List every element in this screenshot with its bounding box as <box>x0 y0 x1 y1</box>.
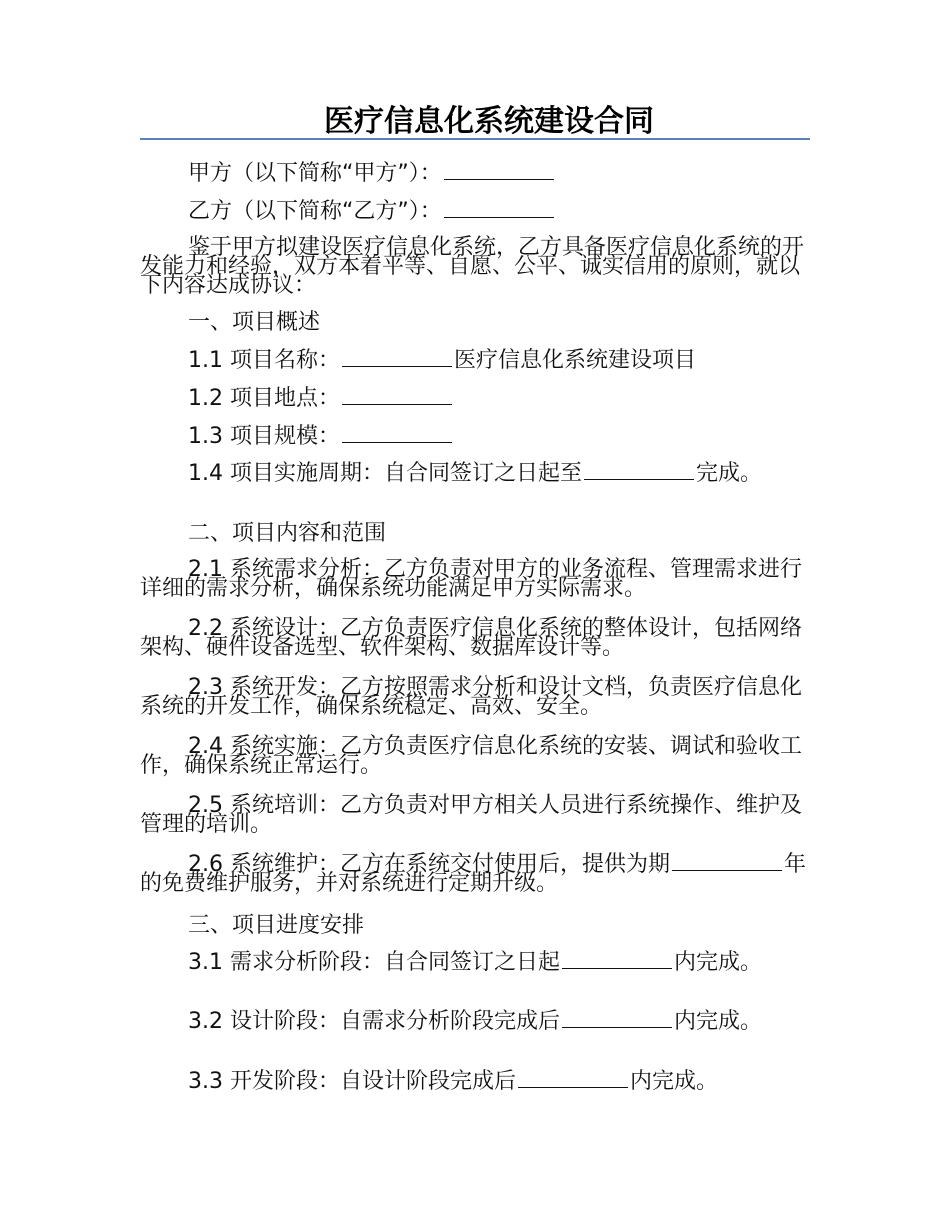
heading-section-1 <box>140 304 810 342</box>
paragraph-text: 2.5 系统培训：乙方负责对甲方相关人员进行系统操作、维护及管理的培训。 <box>140 793 802 837</box>
paragraph-suffix: 医疗信息化系统建设项目 <box>453 348 696 373</box>
fill-blank <box>444 216 554 218</box>
paragraph-text: 乙方（以下简称“乙方”）： <box>188 199 442 224</box>
paragraph-clause-2-2 <box>140 612 810 671</box>
paragraph-text: 2.6 系统维护：乙方在系统交付使用后，提供为期 <box>188 852 670 877</box>
paragraph-party-a <box>140 155 810 193</box>
heading-section-3 <box>140 907 810 945</box>
fill-blank <box>342 441 452 443</box>
paragraph-text: 1.3 项目规模： <box>188 424 340 449</box>
paragraph-clause-1-2 <box>140 380 810 418</box>
paragraph-text: 2.3 系统开发：乙方按照需求分析和设计文档，负责医疗信息化系统的开发工作，确保系统稳定、高效、安全。 <box>140 675 802 719</box>
fill-blank <box>584 478 694 480</box>
paragraph-text: 2.4 系统实施：乙方负责医疗信息化系统的安装、调试和验收工作，确保系统正常运行。 <box>140 734 802 778</box>
paragraph-text: 1.2 项目地点： <box>188 386 340 411</box>
paragraph-clause-3-3 <box>140 1063 810 1101</box>
fill-blank <box>342 403 452 405</box>
paragraph-text: 1.4 项目实施周期：自合同签订之日起至 <box>188 461 582 486</box>
paragraph-clause-2-6 <box>140 848 810 907</box>
paragraph-clause-3-2 <box>140 1004 810 1063</box>
paragraph-text: 1.1 项目名称： <box>188 348 340 373</box>
paragraph-clause-2-3 <box>140 671 810 730</box>
fill-blank <box>444 178 554 180</box>
paragraph-text: 3.3 开发阶段：自设计阶段完成后 <box>188 1069 516 1094</box>
document-body <box>140 155 810 1101</box>
paragraph-text: 3.2 设计阶段：自需求分析阶段完成后 <box>188 1009 560 1034</box>
heading-section-2 <box>140 515 810 553</box>
fill-blank <box>672 869 782 871</box>
paragraph-text: 2.2 系统设计：乙方负责医疗信息化系统的整体设计，包括网络架构、硬件设备选型、软件架构、数据库设计等。 <box>140 616 802 660</box>
paragraph-clause-3-1 <box>140 945 810 1004</box>
paragraph-text: 鉴于甲方拟建设医疗信息化系统，乙方具备医疗信息化系统的开发能力和经验，双方本着平等、自愿、公平、诚实信用的原则，就以下内容达成协议： <box>140 235 805 298</box>
paragraph-suffix: 内完成。 <box>673 1009 762 1034</box>
paragraph-clause-1-4 <box>140 456 810 515</box>
paragraph-clause-2-4 <box>140 730 810 789</box>
paragraph-text: 3.1 需求分析阶段：自合同签订之日起 <box>188 950 560 975</box>
fill-blank <box>342 365 452 367</box>
paragraph-text: 2.1 系统需求分析：乙方负责对甲方的业务流程、管理需求进行详细的需求分析，确保系统功能满足甲方实际需求。 <box>140 557 802 601</box>
paragraph-party-b <box>140 193 810 231</box>
section-heading: 一、项目概述 <box>188 310 321 335</box>
section-heading: 三、项目进度安排 <box>188 913 365 938</box>
paragraph-suffix: 内完成。 <box>629 1069 718 1094</box>
paragraph-clause-2-1 <box>140 553 810 612</box>
paragraph-preamble <box>140 231 810 304</box>
section-heading: 二、项目内容和范围 <box>188 521 387 546</box>
title-block <box>140 100 810 142</box>
paragraph-suffix: 内完成。 <box>673 950 762 975</box>
title-underline <box>140 138 810 140</box>
paragraph-text: 甲方（以下简称“甲方”）： <box>188 161 442 186</box>
paragraph-clause-2-5 <box>140 789 810 848</box>
paragraph-suffix: 年的免费维护服务，并对系统进行定期升级。 <box>140 852 806 896</box>
paragraph-clause-1-3 <box>140 418 810 456</box>
fill-blank <box>562 967 672 969</box>
paragraph-suffix: 完成。 <box>695 461 762 486</box>
document-title: 医疗信息化系统建设合同 <box>324 104 654 139</box>
fill-blank <box>562 1026 672 1028</box>
paragraph-clause-1-1 <box>140 342 810 380</box>
fill-blank <box>518 1086 628 1088</box>
